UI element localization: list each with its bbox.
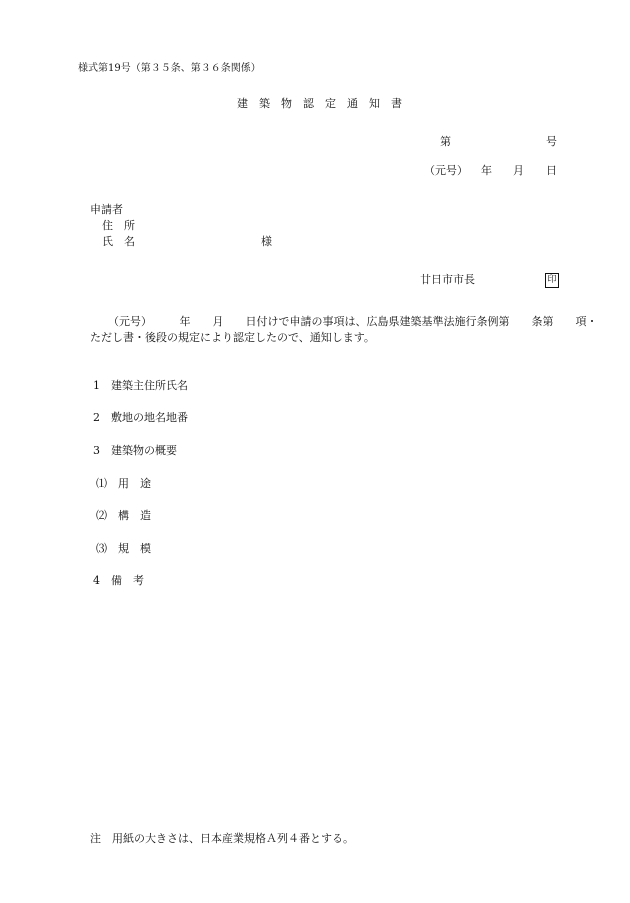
item-remarks: 4 備 考 <box>93 574 144 587</box>
date-month: 月 <box>513 164 524 177</box>
body-line-2: ただし書・後段の規定により認定したので、通知します。 <box>90 331 375 344</box>
item-building-overview: 3 建築物の概要 <box>93 444 177 457</box>
seal-mark: 印 <box>545 273 559 288</box>
date-year: 年 <box>481 164 492 177</box>
item-scale: ⑶ 規 模 <box>96 542 151 555</box>
date-era: （元号） <box>424 164 468 177</box>
number-prefix: 第 <box>440 135 451 148</box>
date-day: 日 <box>546 164 557 177</box>
form-reference: 様式第19号（第３５条、第３６条関係） <box>78 63 261 74</box>
item-applicant-address: 1 建築主住所氏名 <box>93 379 188 392</box>
document-title: 建 築 物 認 定 通 知 書 <box>237 97 402 110</box>
applicant-name-label: 氏 名 <box>102 235 135 248</box>
body-line-1: （元号） 年 月 日付けで申請の事項は、広島県建築基準法施行条例第 条第 項・ <box>108 315 598 328</box>
applicant-address-label: 住 所 <box>102 219 135 232</box>
issuer-title: 廿日市市長 <box>420 273 475 286</box>
paper-size-note: 注 用紙の大きさは、日本産業規格Ａ列４番とする。 <box>90 832 354 845</box>
item-use: ⑴ 用 途 <box>96 477 151 490</box>
number-suffix: 号 <box>546 135 557 148</box>
applicant-heading: 申請者 <box>90 203 123 216</box>
applicant-honorific: 様 <box>261 235 272 248</box>
item-site-address: 2 敷地の地名地番 <box>93 411 188 424</box>
item-structure: ⑵ 構 造 <box>96 509 151 522</box>
